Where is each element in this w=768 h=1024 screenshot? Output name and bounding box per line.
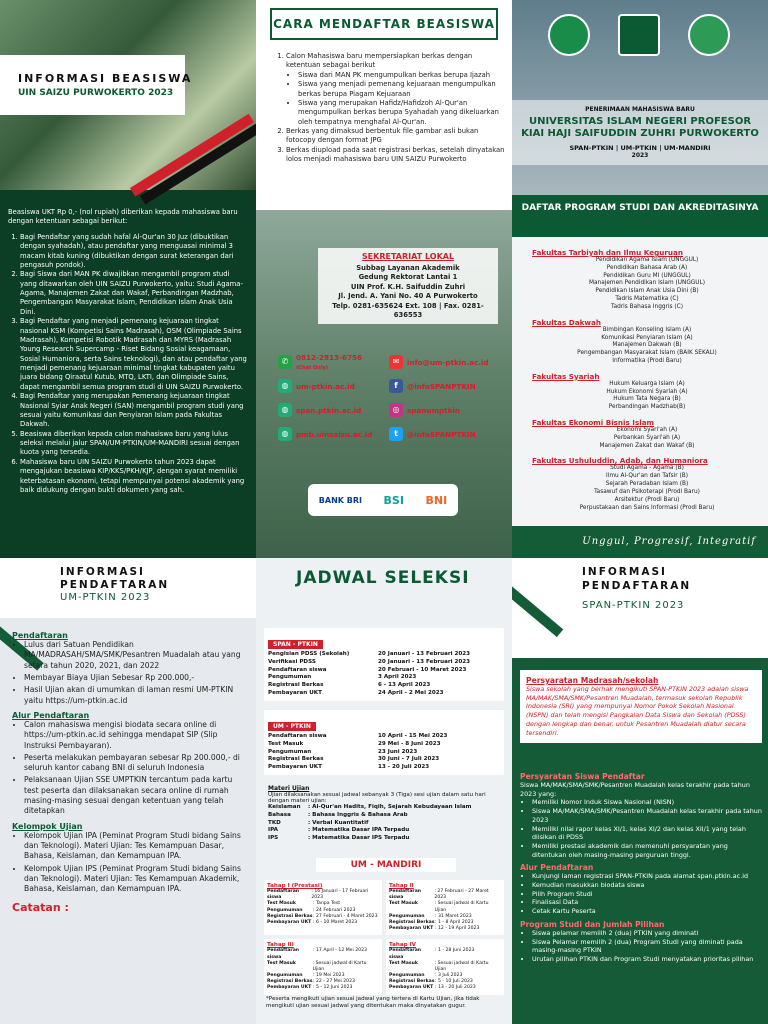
prodi-pilihan-heading: Program Studi dan Jumlah Pilihan (520, 919, 665, 929)
stage-tag: Tahap I (Prestasi) (267, 883, 323, 889)
year-label: 2023 (631, 152, 649, 159)
prodi-item: Hukum Keluarga Islam (A) (609, 380, 685, 387)
stage-key: Pendaftaran siswa (389, 889, 422, 901)
schedule-value: 30 Juni - 7 Juli 2023 (378, 756, 440, 763)
schedule-value: 24 April - 2 Mei 2023 (378, 690, 444, 697)
stage-key: Pembayaran UKT (267, 919, 312, 925)
stage-tag: Tahap III (267, 942, 294, 949)
stage-key: Registrasi Berkas (267, 913, 313, 919)
pendaftaran-heading: Pendaftaran (12, 631, 68, 640)
schedule-value: : Bahasa Inggris & Bahasa Arab (308, 811, 408, 818)
bank-logos (308, 484, 458, 516)
prodi-item: Tadris Bahasa Inggris (C) (610, 303, 683, 310)
globe-icon: ◍ (278, 403, 292, 417)
stage-row (389, 889, 501, 901)
university-block (512, 100, 768, 165)
instagram-text: spanumptkin (407, 405, 460, 415)
prodi-item: Tadris Matematika (C) (615, 296, 679, 303)
alur-span-item: • Pilih Program Studi (532, 890, 762, 899)
schedule-row (268, 820, 500, 828)
facebook-icon: f (389, 379, 403, 393)
beasiswa-intro: Beasiswa UKT Rp 0,- (nol rupiah) diberikan kepada mahasiswa baru dengan ketentuan sebagai berikut: (8, 208, 238, 226)
prodi-item: Ekonomi Syari'ah (A) (616, 427, 678, 433)
schedule-key: Pengumuman (268, 674, 312, 681)
schedule-row (268, 749, 500, 757)
schedule-row (268, 827, 500, 835)
schedule-row (268, 804, 500, 812)
university-name: UNIVERSITAS ISLAM NEGERI PROFESOR KIAI HAJI SAIFUDDIN ZUHRI PURWOKERTO (521, 116, 759, 139)
kelompok-item: • Kelompok Ujian IPA (Peminat Program Studi bidang Sains dan Teknologi). Materi Ujian: Tes Kemampuan Dasar, Bahasa, Keislaman, dan Kemampuan IPA. (24, 831, 248, 862)
prodi-item: Ilmu Al-Qur'an dan Tafsir (B) (606, 473, 688, 480)
persyaratan-item: • Siswa MA/MAK/SMA/SMK/Pesantren Muadalah kelas terakhir pada tahun 2023 (532, 807, 762, 824)
persyaratan-item: • Memiliki Nomor Induk Siswa Nasional (NISN) (532, 798, 762, 807)
persyaratan-siswa-heading: Persyaratan Siswa Pendaftar (520, 772, 645, 781)
sekretariat-line: Gedung Rektorat Lantai 1 (358, 273, 458, 282)
sekretariat-lines (322, 264, 494, 320)
schedule-key: Registrasi Berkas (268, 682, 324, 689)
panel-span-ptkin (512, 558, 768, 1024)
contact-list (278, 350, 500, 446)
contact-email[interactable] (389, 355, 500, 369)
schedule-key: Pendaftaran siswa (268, 666, 327, 673)
beasiswa-item: 2. Bagi Siswa dari MAN PK diwajibkan mengambil program studi yang ditawarkan oleh UIN SAIZU Purwokerto, yaitu: Studi Agama-Agama, Manajemen Zakat dan Wakaf, Perbandingan Madzhab, Pengembangan Masyarakat Islam, Pendidikan Islam Anak Usia Dini. (20, 270, 248, 317)
beasiswa-item: 5. Beasiswa diberikan kepada calon mahasiswa baru yang lulus seleksi melalui jalur SPAN/UM-PTKIN/UM-MANDIRI sesuai dengan kuota yang tersedia. (20, 430, 248, 458)
schedule-key: IPA (268, 827, 278, 834)
schedule-key: Bahasa (268, 811, 291, 818)
persyaratan-item: • Memiliki prestasi akademik dan memenuhi persyaratan yang ditentukan oleh masing-masing perguruan tinggi. (532, 842, 762, 859)
stage-row (267, 948, 379, 960)
contact-web-um[interactable] (278, 379, 389, 393)
schedule-key: Pembayaran UKT (268, 690, 322, 697)
stage-key: Pembayaran UKT (389, 985, 434, 991)
stage-key: Test Masuk (267, 960, 296, 966)
schedule-value: : Matematika Dasar IPS Terpadu (308, 835, 410, 842)
sekretariat-line: UIN Prof. K.H. Saifuddin Zuhri (350, 282, 466, 291)
alur-span-heading: Alur Pendaftaran (520, 863, 594, 873)
stage-row (267, 889, 379, 901)
panel-um-ptkin (0, 558, 256, 1024)
cara-step-1-text: Calon Mahasiswa baru mempersiapkan berkas dengan ketentuan sebagai berikut (286, 52, 473, 70)
schedule-row (268, 667, 500, 675)
twitter-icon: t (389, 427, 403, 441)
fakultas-name: Fakultas Ushuluddin, Adab, dan Humaniora (532, 456, 708, 466)
materi-desc: Ujian dilaksanakan sesuai jadwal sebanyak 3 (Tiga) sesi ujian dalam satu hari dengan materi ujian: (268, 792, 486, 804)
penerimaan-label: PENERIMAAN MAHASISWA BARU (585, 106, 695, 113)
cara-substeps (286, 71, 506, 127)
schedule-value: 6 - 13 April 2023 (378, 682, 431, 689)
whatsapp-note: (Chat Only) (296, 365, 329, 371)
stage-value: : Tanpa Test (313, 901, 341, 907)
alur-item: • Calon mahasiswa mengisi biodata secara online di https://um-ptkin.ac.id sehingga mendapat SIP (Slip Instruksi Pembayaran). (24, 720, 248, 751)
uin-logo (548, 14, 590, 56)
mandiri-stage (264, 939, 382, 994)
stage-key: Pengumuman (389, 913, 425, 919)
schedule-row (268, 733, 500, 741)
globe-icon: ◍ (278, 379, 292, 393)
schedule-row (268, 651, 500, 659)
schedule-row (268, 659, 500, 667)
schedule-row (268, 835, 500, 843)
logo-row (534, 14, 744, 56)
prodi-item: Pendidikan Agama Islam (UNGGUL) (595, 257, 699, 263)
schedule-row (268, 812, 500, 820)
span-header (512, 558, 768, 658)
prodi-item: Studi Agama - Agama (B) (610, 465, 684, 472)
stage-row (267, 961, 379, 973)
schedule-value: : Matematika Dasar IPA Terpadu (308, 827, 410, 834)
span-rows (268, 651, 500, 698)
twitter-text: @infoSPANPTKIN (407, 429, 476, 439)
stage-key: Pengumuman (267, 907, 303, 913)
persyaratan-madrasah-heading: Persyaratan Madrasah/sekolah (526, 676, 659, 685)
stage-key: Registrasi Berkas (389, 979, 435, 985)
header-box (0, 55, 185, 115)
um-subtitle: UM-PTKIN 2023 (60, 592, 151, 603)
alur-span-item: • Finalisasi Data (532, 898, 762, 907)
stage-value: : 22 - 27 Mei 2023 (313, 979, 355, 985)
fakultas-list (532, 242, 762, 512)
um-rows (268, 733, 500, 772)
fakultas-name: Fakultas Tarbiyah dan Ilmu Keguruan (532, 248, 683, 257)
panel-informasi-beasiswa (0, 0, 256, 558)
alur-span-item: • Kunjungi laman registrasi SPAN-PTKIN pada alamat span.ptkin.ac.id (532, 872, 762, 881)
prodi-pilihan-list (520, 929, 762, 964)
schedule-key: Pengumuman (268, 748, 312, 755)
beasiswa-item: 6. Mahasiswa baru UIN SAIZU Purwokerto tahun 2023 dapat mengajukan beasiswa KIP/KKS/PKH/KJP, dengan syarat memiliki keterbatasan ekonomi, tetapi mempunyai potensi akademik yang baik didukung dengan bukti dokumen yang sah. (20, 458, 248, 496)
stage-row (389, 985, 501, 991)
stage-row (389, 901, 501, 913)
panel-program-studi (512, 0, 768, 558)
cara-list (274, 52, 506, 165)
schedule-key: Pembayaran UKT (268, 764, 322, 771)
jadwal-note: *Peserta mengikuti ujian sesuai jadwal yang tertera di Kartu Ujian, jika tidak mengikuti ujian sesuai jadwal yang ditentukan maka dinyatakan gugur. (266, 996, 480, 1010)
web-span-text: span.ptkin.ac.id (296, 405, 362, 415)
pendaftaran-item: • Hasil Ujian akan di umumkan di laman resmi UM-PTKIN yaitu https://um-ptkin.ac.id (24, 685, 248, 706)
schedule-key: Keislaman (268, 804, 301, 810)
stage-value: : Sesuai jadwal di Kartu Ujian (312, 960, 367, 972)
um-title: INFORMASI PENDAFTARAN (60, 566, 170, 591)
stage-value: : 3 Juli 2023 (435, 973, 463, 979)
daftar-prodi-band: DAFTAR PROGRAM STUDI DAN AKREDITASINYA (512, 195, 768, 237)
stage-value: : Sesuai jadwal di Kartu Ujian (434, 901, 489, 913)
beasiswa-item: 3. Bagi Pendaftar yang menjadi pemenang kejuaraan tingkat nasional KSM (Kompetisi Sains Madrasah), OSM (Olimpiade Sains Madrasah), Kompetisi Robotik Madrasah dan MYRS (Madrasah Young Research Supercamp - Riset Bidang Sosial keagamaan, Sosial Humaniora, serta Sains teknologi), dan atau pendaftar yang menjadi pemenang kejuaraan minimal tingkat kabupaten yaitu juara bidang Qiraatul Kutub, MTQ, LKTI, dan Olimpiade Sains, dapat mengambil semua program studi di UIN SAIZU Purwokerto. (20, 317, 248, 392)
alur-span-list (520, 872, 762, 916)
schedule-row (268, 690, 500, 698)
prodi-item: Informatika (Prodi Baru) (612, 357, 682, 364)
web-um-text: um-ptkin.ac.id (296, 381, 355, 391)
prodi-pilihan-item: • Siswa pelamar memilih 2 (dua) PTKIN yang diminati (532, 929, 762, 938)
prodi-item: Manajemen Dakwah (B) (612, 342, 682, 349)
stage-key: Pendaftaran siswa (267, 948, 300, 960)
sekretariat-line: Jl. Jend. A. Yani No. 40 A Purwokerto (338, 292, 478, 301)
schedule-value: 20 Februari - 10 Maret 2023 (378, 666, 467, 673)
contact-twitter[interactable] (389, 427, 500, 441)
prodi-item: Pendidikan Guru MI (UNGGUL) (603, 272, 691, 279)
mandiri-stage (264, 880, 382, 935)
stage-value: : 31 Maret 2023 (435, 913, 472, 919)
prodi-item: Pendidikan Islam Anak Usia Dini (B) (595, 288, 699, 295)
mandiri-stage (386, 880, 504, 935)
globe-icon: ◍ (278, 427, 292, 441)
stage-row (389, 948, 501, 960)
jalur-label: SPAN-PTKIN | UM-PTKIN | UM-MANDIRI (569, 144, 711, 152)
sekretariat-box (318, 248, 498, 324)
persyaratan-madrasah-box (520, 670, 762, 743)
schedule-row (268, 741, 500, 749)
stage-row (389, 961, 501, 973)
stage-value: : 5 - 10 Juli 2023 (435, 979, 473, 985)
prodi-item: Hukum Ekonomi Syariah (A) (606, 388, 688, 395)
stage-key: Pengumuman (389, 973, 425, 979)
stage-key: Pembayaran UKT (389, 926, 434, 932)
schedule-value: 20 Januari - 13 Februari 2023 (378, 651, 471, 657)
materi-rows (268, 804, 500, 843)
ptkin-logo (688, 14, 730, 56)
stage-value: : 6 - 10 Maret 2023 (313, 919, 358, 925)
bank-bni-logo: BNI (425, 493, 448, 507)
fakultas-name: Fakultas Syariah (532, 371, 600, 381)
kemenag-logo (618, 14, 660, 56)
mandiri-grid (264, 880, 504, 995)
prodi-item: Perbandingan Madzhab(B) (608, 404, 686, 411)
stage-key: Pendaftaran siswa (267, 889, 300, 901)
stage-tag: Tahap IV (389, 942, 416, 949)
persyaratan-item: • Memiliki nilai rapor kelas XI/1, kelas XI/2 dan kelas XII/1 yang telah diisikan di PDSS (532, 825, 762, 842)
stage-row (267, 985, 379, 991)
prodi-item: Manajemen Pendidikan Islam (UNGGUL) (588, 280, 706, 287)
prodi-item: Arsitektur (Prodi Baru) (614, 496, 680, 503)
panel-title: INFORMASI BEASISWA (18, 72, 193, 85)
kelompok-heading: Kelompok Ujian (12, 821, 83, 831)
cara-substep: • Siswa yang menjadi pemenang kejuaraan mengumpulkan berkas berupa Piagam Kejuaraan (298, 80, 506, 99)
cara-substep: • Siswa yang merupakan Hafidz/Hafidzoh Al-Qur'an mengumpulkan berkas berupa Syahadah yang dikeluarkan oleh tempatnya menghafal Al-Qur'an. (298, 99, 506, 127)
contact-whatsapp[interactable] (278, 353, 389, 371)
pendaftaran-item: • Membayar Biaya Ujian Sebesar Rp 200.000,- (24, 673, 248, 683)
mandiri-title: UM - MANDIRI (316, 858, 456, 872)
kelompok-list (12, 831, 248, 895)
alur-list (12, 720, 248, 817)
stage-value: : 27 Februari - 4 Maret 2023 (313, 913, 378, 919)
cara-step-1 (286, 52, 506, 127)
span-subtitle: SPAN-PTKIN 2023 (582, 600, 685, 611)
cara-substep: • Siswa dari MAN PK mengumpulkan berkas berupa Ijazah (298, 71, 506, 80)
prodi-item: Perpustakaan dan Sains Informasi (Prodi Baru) (579, 504, 715, 511)
kelompok-item: • Kelompok Ujian IPS (Peminat Program Studi bidang Sains dan Teknologi). Materi Ujian: Tes Kemampuan Akademik, Bahasa, Keislaman, dan Kemampuan IPA. (24, 864, 248, 895)
prodi-item: Pendidikan Bahasa Arab (A) (606, 264, 688, 271)
web-pmb-text: pmb.uinsaizu.ac.id (296, 429, 373, 439)
prodi-pilihan-item: • Siswa Pelamar memilih 2 (dua) Program Studi yang diminati pada masing-masing PTKIN (532, 938, 762, 955)
beasiswa-body (8, 208, 248, 495)
stage-key: Pembayaran UKT (267, 985, 312, 991)
contact-instagram[interactable] (389, 403, 500, 417)
stage-value: : 24 Februari 2023 (313, 907, 356, 913)
stage-value: : 19 Mei 2023 (313, 973, 345, 979)
schedule-row (268, 674, 500, 682)
um-schedule (264, 710, 504, 775)
email-icon: ✉ (389, 355, 403, 369)
email-text: info@um-ptkin.ac.id (407, 357, 489, 367)
sekretariat-line: Telp. 0281-635624 Ext. 108 | Fax. 0281-636553 (332, 301, 484, 319)
span-title: INFORMASI PENDAFTARAN (582, 566, 692, 592)
stage-key: Test Masuk (267, 901, 296, 907)
alur-heading: Alur Pendaftaran (12, 710, 90, 720)
contact-facebook[interactable] (389, 379, 500, 393)
schedule-value: 13 - 20 Juli 2023 (378, 764, 430, 771)
contact-web-pmb[interactable] (278, 427, 389, 441)
persyaratan-siswa-list (520, 798, 762, 859)
stage-key: Test Masuk (389, 901, 418, 907)
whatsapp-icon: ✆ (278, 355, 292, 369)
prodi-item: Pengembangan Masyarakat Islam (BAIK SEKALI) (577, 350, 717, 357)
stage-value: : 1 - 8 April 2023 (435, 919, 474, 925)
cara-step-3: 3. Berkas diupload pada saat registrasi berkas, setelah dinyatakan lolos menjadi mahasiswa baru UIN SAIZU Purwokerto (286, 146, 506, 165)
schedule-row (268, 682, 500, 690)
prodi-item: Perbankan Syari'ah (A) (613, 434, 681, 441)
cara-title: CARA MENDAFTAR BEASISWA (270, 8, 498, 40)
pendaftaran-item: • Lulus dari Satuan Pendidikan MA/MADRASAH/SMA/SMK/Pesantren Muadalah atau yang setara tahun 2020, 2021, dan 2022 (24, 640, 248, 671)
schedule-key: IPS (268, 835, 279, 842)
bank-bri-logo: BANK BRI (318, 495, 362, 505)
stage-tag: Tahap II (389, 883, 414, 889)
stage-key: Registrasi Berkas (389, 919, 435, 925)
schedule-value: 20 Januari - 13 Februari 2023 (378, 658, 471, 665)
prodi-item: Tasawuf dan Psikoterapi (Prodi Baru) (594, 488, 700, 495)
stage-value: : 16 Januari - 17 Februari 2023 (311, 889, 369, 901)
pendaftaran-list (12, 640, 248, 706)
schedule-value: : Al-Qur'an Hadits, Fiqih, Sejarah Kebudayaan Islam (308, 804, 472, 810)
stage-value: : Sesuai jadwal di Kartu Ujian (434, 960, 489, 972)
schedule-value: : Verbal Kuantitatif (308, 819, 369, 826)
persyaratan-madrasah-text: Siswa sekolah yang berhak mengikuti SPAN-PTKIN 2023 adalah siswa MA/MAK/SMA/SMK/Pesantren Muadalah, termasuk sekolah Republik Indonesia (SRI) yang mempunyai Nomor Pokok Sekolah Nasional (NSPN) dan telah mengisi Pangkalan Data Siswa dan Sekolah (PDSS) dengan lengkap dan benar, untuk Pesantren Muadalah diatur secara tersendiri. (526, 685, 749, 737)
jadwal-title: JADWAL SELEKSI (296, 568, 470, 588)
schedule-key: Pendaftaran siswa (268, 733, 327, 739)
prodi-item: Bimbingan Konseling Islam (A) (602, 326, 692, 333)
contact-web-span[interactable] (278, 403, 389, 417)
stage-key: Registrasi Berkas (267, 979, 313, 985)
schedule-row (268, 764, 500, 772)
um-tag: UM - PTKIN (268, 722, 316, 731)
mandiri-stage (386, 939, 504, 994)
facebook-text: @infoSPANPTKIN (407, 381, 476, 391)
catatan-heading: Catatan : (12, 900, 69, 914)
bank-bsi-logo: BSI (383, 493, 404, 507)
panel-cara-mendaftar (256, 0, 512, 558)
schedule-key: Pengisian PDSS (Sekolah) (268, 651, 350, 657)
sekretariat-line: Subbag Layanan Akademik (356, 264, 460, 272)
beasiswa-list (8, 233, 248, 496)
prodi-item: Komunikasi Penyiaran Islam (A) (601, 334, 693, 341)
stage-value: : 5 - 12 Juni 2023 (313, 985, 353, 991)
beasiswa-item: 1. Bagi Pendaftar yang sudah hafal Al-Qur'an 30 Juz (dibuktikan dengan syahadah), atau pendaftar yang menguasai minimal 3 macam kitab kuning (dibuktikan dengan surat keterangan dari pengasuh pondok). (20, 233, 248, 271)
schedule-value: 29 Mei - 8 Juni 2023 (378, 740, 441, 747)
materi-ujian (264, 782, 504, 846)
schedule-value: 23 Juni 2023 (378, 748, 418, 755)
span-content (520, 768, 762, 964)
sekretariat-title: SEKRETARIAT LOKAL (361, 252, 455, 261)
stage-value: : 27 Februari - 27 Maret 2023 (434, 889, 489, 901)
persyaratan-siswa-text: Siswa MA/MAK/SMA/SMK/Pesantren Muadalah kelas terakhir pada tahun 2023 yang: (520, 781, 750, 798)
stage-row (389, 926, 501, 932)
beasiswa-item: 4. Bagi Pendaftar yang merupakan Pemenang kejuaraan tingkat Nasional Syiar Anak Negeri (SAN) mengambil program studi yang sesuai yaitu Komunikasi dan Penyiaran Islam pada Fakultas Dakwah. (20, 392, 248, 430)
panel-subtitle: UIN SAIZU PURWOKERTO 2023 (18, 88, 174, 98)
stage-key: Test Masuk (389, 960, 418, 966)
stage-value: : 1 - 28 Juni 2023 (435, 948, 475, 954)
span-schedule (264, 628, 504, 701)
stage-row (267, 920, 379, 926)
schedule-value: 10 April - 15 Mei 2023 (378, 733, 448, 739)
alur-item: • Peserta melakukan pembayaran sebesar Rp 200.000,- di seluruh kantor cabang BNI di seluruh Indonesia (24, 753, 248, 774)
alur-span-item: • Kemudian masukkan biodata siswa (532, 881, 762, 890)
stage-value: : 12 - 19 April 2023 (435, 926, 480, 932)
um-content (12, 626, 248, 914)
cara-step-2: 2. Berkas yang dimaksud berbentuk file gambar asli bukan fotocopy dengan format JPG (286, 127, 506, 146)
prodi-pilihan-item: • Urutan pilihan PTKIN dan Program Studi menyatakan prioritas pilihan (532, 955, 762, 964)
prodi-item: Manajemen Zakat dan Wakaf (B) (599, 442, 695, 449)
um-header (0, 558, 256, 618)
materi-title: Materi Ujian (268, 785, 310, 792)
alur-item: • Pelaksanaan Ujian SSE UMPTKIN tercantum pada kartu test peserta dan dilaksanakan secara online di rumah masing-masing sesuai dengan ketentuan yang telah ditetapkan (24, 775, 248, 816)
instagram-icon: ◎ (389, 403, 403, 417)
whatsapp-number: 0812-2813-6756 (296, 353, 362, 362)
alur-span-item: • Cetak Kartu Peserta (532, 907, 762, 916)
span-tag: SPAN - PTKIN (268, 640, 323, 649)
motto: Unggul, Progresif, Integratif (512, 526, 768, 558)
schedule-key: Test Masuk (268, 740, 304, 747)
schedule-key: Verifikasi PDSS (268, 658, 316, 665)
stage-value: : 17 April - 12 Mei 2023 (313, 948, 367, 954)
prodi-item: Hukum Tata Negara (B) (613, 396, 681, 403)
schedule-key: TKD (268, 819, 281, 826)
fakultas-name: Fakultas Ekonomi Bisnis Islam (532, 418, 655, 427)
stage-key: Pengumuman (267, 973, 303, 979)
schedule-value: 3 April 2023 (378, 674, 417, 681)
stage-key: Pendaftaran siswa (389, 948, 422, 960)
schedule-key: Registrasi Berkas (268, 756, 324, 763)
fakultas-name: Fakultas Dakwah (532, 317, 601, 327)
panel-jadwal-seleksi (256, 558, 512, 1024)
schedule-row (268, 756, 500, 764)
stage-value: : 13 - 20 Juli 2023 (435, 985, 476, 991)
prodi-item: Sejarah Peradaban Islam (B) (605, 481, 689, 488)
